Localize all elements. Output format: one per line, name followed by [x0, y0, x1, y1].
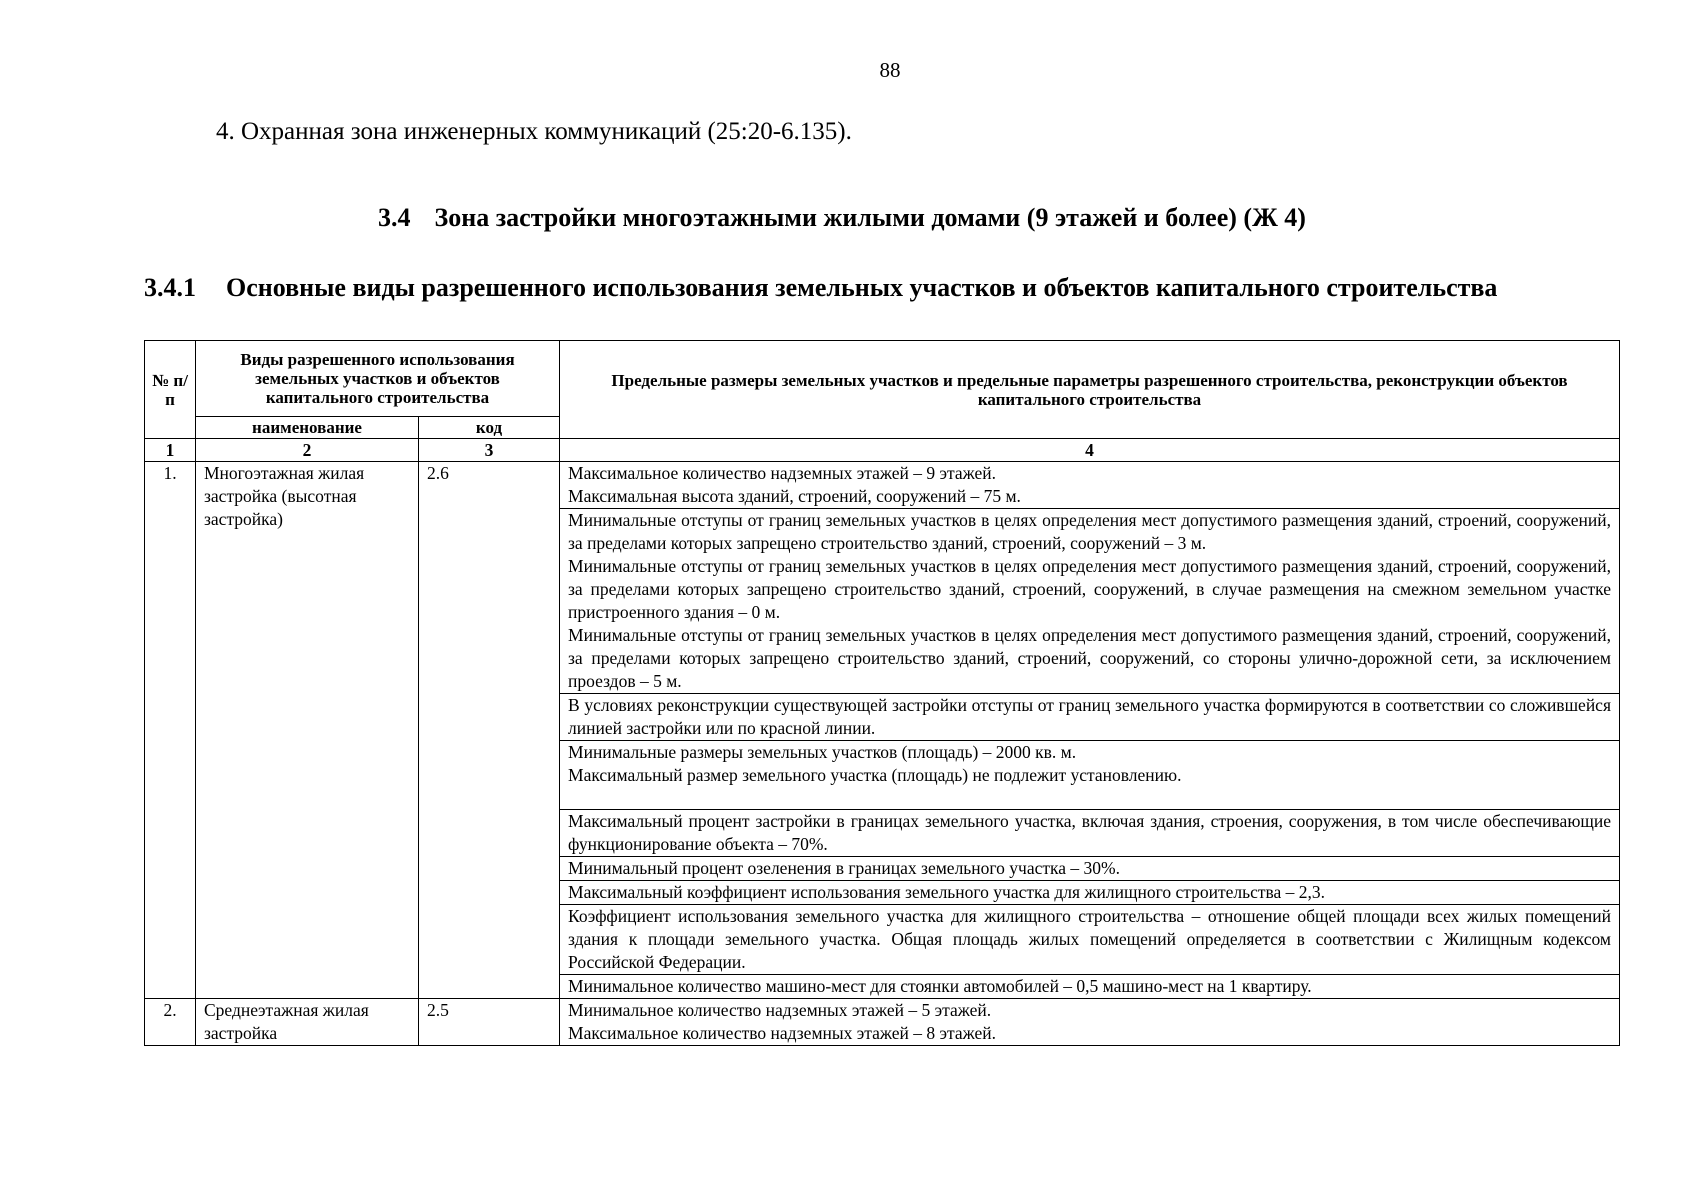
land-use-table [144, 340, 1620, 1046]
use-type-code: 2.5 [419, 999, 560, 1046]
use-type-code: 2.6 [419, 462, 560, 999]
column-number: 1 [145, 439, 196, 462]
row-number: 1. [145, 462, 196, 999]
use-type-name: Многоэтажная жилая застройка (высотная застройка) [196, 462, 419, 999]
section-heading [378, 203, 1306, 233]
column-number: 4 [560, 439, 1620, 462]
parameter-text: Максимальный коэффициент использования земельного участка для жилищного строительства – 2,3. [568, 882, 1326, 902]
subsection-heading [144, 273, 1497, 303]
parameter-text: Максимальный размер земельного участка (площадь) не подлежит установлению. [568, 765, 1182, 785]
column-numbers-row [145, 439, 1620, 462]
header-name-col: наименование [196, 417, 419, 439]
table-row [145, 999, 1620, 1046]
parameter-cell [560, 810, 1620, 857]
parameter-text: Минимальные отступы от границ земельных участков в целях определения мест допустимого размещения зданий, строений, сооружений, за пределами которых запрещено строительство зданий, строений, сооружений, в случае размещения на смежном земельном участке пристроенного здания – 0 м. [568, 556, 1611, 622]
parameter-text: Минимальное количество машино-мест для стоянки автомобилей – 0,5 машино-мест на 1 квартиру. [568, 976, 1312, 996]
column-number: 2 [196, 439, 419, 462]
header-types-group: Виды разрешенного использования земельных участков и объектов капитального строительства [196, 341, 560, 417]
column-number: 3 [419, 439, 560, 462]
header-params-col: Предельные размеры земельных участков и предельные параметры разрешенного строительства, реконструкции объектов капитального строительства [560, 341, 1620, 439]
parameter-text: Максимальная высота зданий, строений, сооружений – 75 м. [568, 486, 1021, 506]
section-number: 3.4 [378, 203, 411, 232]
table-row [145, 462, 1620, 509]
parameter-text: Минимальные отступы от границ земельных участков в целях определения мест допустимого размещения зданий, строений, сооружений, за пределами которых запрещено строительство зданий, строений, сооружений – 3 м. [568, 510, 1611, 553]
parameter-cell [560, 975, 1620, 999]
parameter-text: Минимальный процент озеленения в границах земельного участка – 30%. [568, 858, 1120, 878]
parameter-cell [560, 509, 1620, 694]
use-type-name: Среднеэтажная жилая застройка [196, 999, 419, 1046]
section-title: Зона застройки многоэтажными жилыми домами (9 этажей и более) (Ж 4) [434, 203, 1306, 232]
parameter-cell [560, 881, 1620, 905]
parameter-text: В условиях реконструкции существующей застройки отступы от границ земельного участка формируются в соответствии со сложившейся линией застройки или по красной линии. [568, 695, 1611, 738]
parameter-cell [560, 462, 1620, 509]
parameter-cell [560, 694, 1620, 741]
header-code-col: код [419, 417, 560, 439]
parameter-text: Минимальные отступы от границ земельных участков в целях определения мест допустимого размещения зданий, строений, сооружений, за пределами которых запрещено строительство зданий, строений, сооружений, со стороны улично-дорожной сети, за исключением проездов – 5 м. [568, 625, 1611, 691]
intro-line: 4. Охранная зона инженерных коммуникаций (25:20-6.135). [216, 118, 852, 145]
parameter-text: Коэффициент использования земельного участка для жилищного строительства – отношение общей площади всех жилых помещений здания к площади земельного участка. Общая площадь жилых помещений определяется в соответствии с Жилищным кодексом Российской Федерации. [568, 906, 1611, 972]
row-number: 2. [145, 999, 196, 1046]
parameter-cell [560, 905, 1620, 975]
parameter-cell [560, 999, 1620, 1046]
parameter-text: Максимальный процент застройки в границах земельного участка, включая здания, строения, сооружения, в том числе обеспечивающие функционирование объекта – 70%. [568, 811, 1611, 854]
parameter-cell [560, 741, 1620, 810]
header-num-col: № п/п [145, 341, 196, 439]
parameter-text: Максимальное количество надземных этажей – 8 этажей. [568, 1023, 997, 1043]
page-number: 88 [879, 58, 901, 82]
subsection-title: Основные виды разрешенного использования земельных участков и объектов капитального строительства [226, 273, 1498, 302]
parameter-text: Минимальные размеры земельных участков (площадь) – 2000 кв. м. [568, 742, 1077, 762]
subsection-number: 3.4.1 [144, 273, 196, 302]
parameter-text: Максимальное количество надземных этажей – 9 этажей. [568, 463, 997, 483]
parameter-cell [560, 857, 1620, 881]
parameter-text: Минимальное количество надземных этажей – 5 этажей. [568, 1000, 992, 1020]
